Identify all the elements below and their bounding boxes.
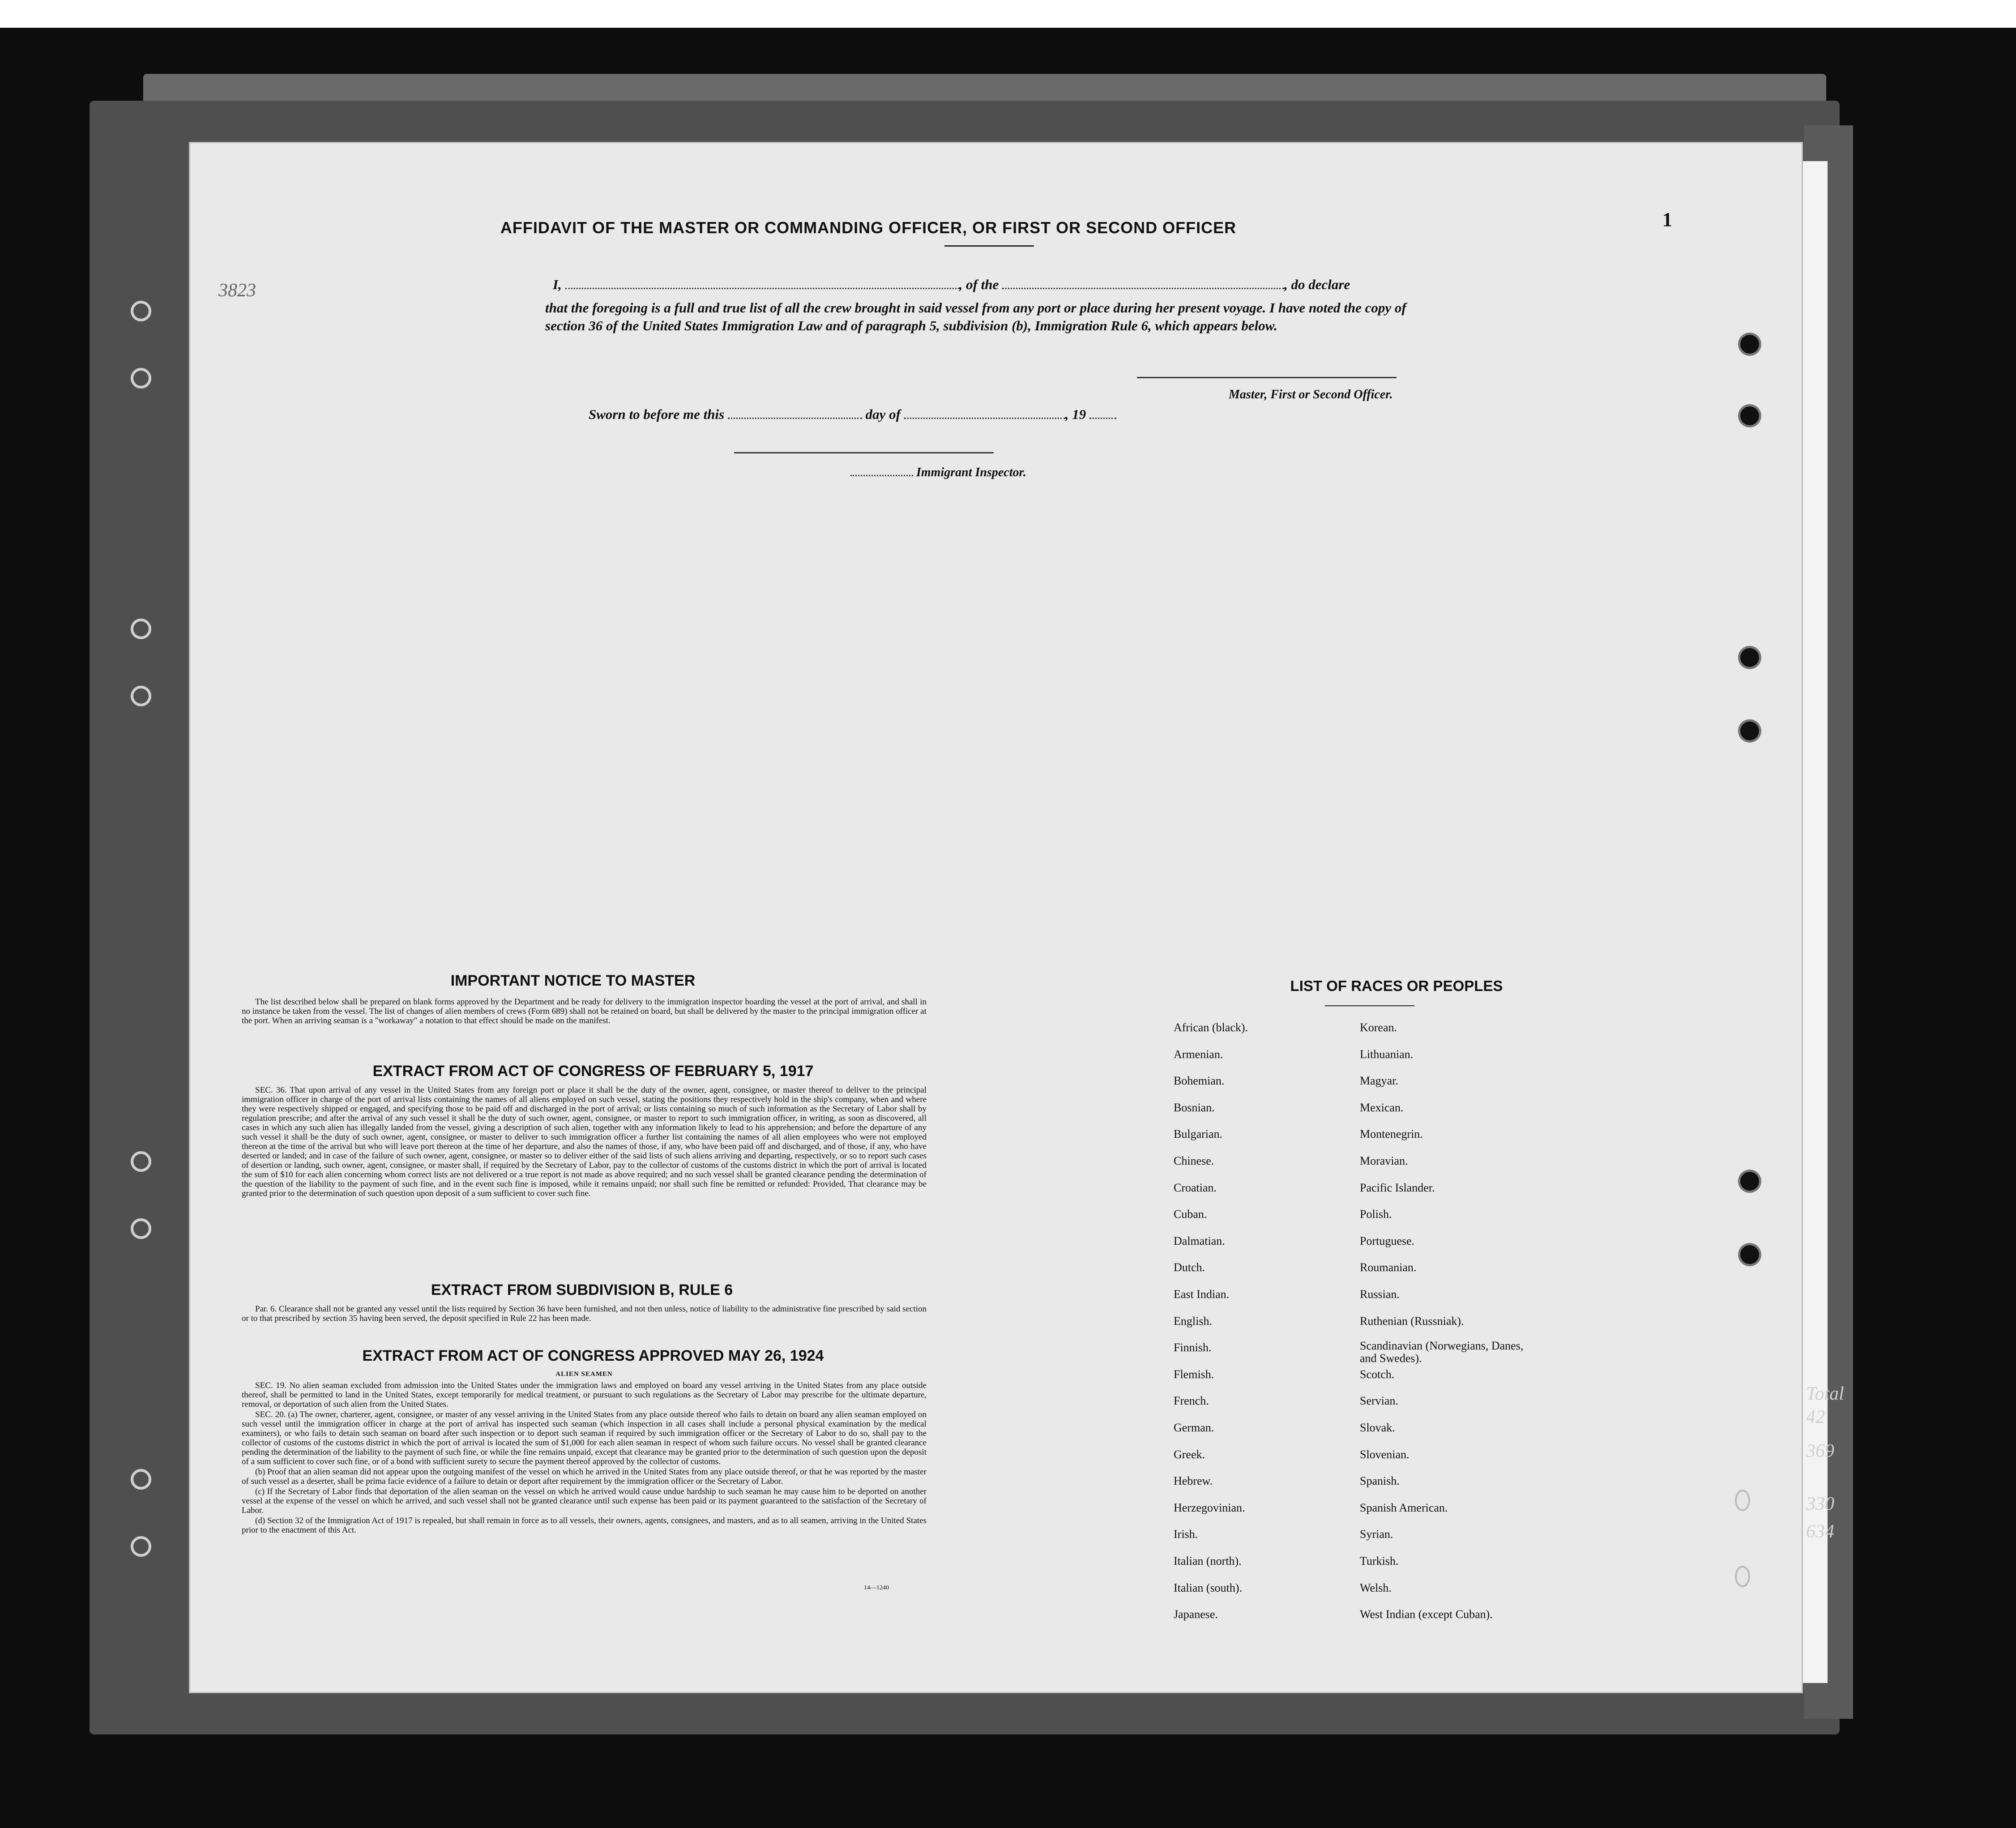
sec20d-paragraph: (d) Section 32 of the Immigration Act of 1917 is repealed, but shall remain in force as to all vessels, their owners, agents, consignees, and masters, and as to all seamen, arriving in the United States prior to the enactment of this Act.	[242, 1516, 927, 1535]
race-item: Finnish.	[1174, 1341, 1212, 1354]
binder-ring-icon	[131, 301, 151, 321]
race-item: Chinese.	[1174, 1154, 1214, 1167]
race-item: Montenegrin.	[1360, 1128, 1423, 1141]
extract-1917-body	[242, 1085, 927, 1199]
race-item: Dutch.	[1174, 1261, 1205, 1274]
races-title-rule	[1325, 1005, 1414, 1006]
race-item: French.	[1174, 1394, 1209, 1408]
extract-1917-title: EXTRACT FROM ACT OF CONGRESS OF FEBRUARY 5, 1917	[372, 1063, 814, 1080]
declaration-line	[553, 277, 1350, 293]
extract-rule6-body	[242, 1304, 927, 1324]
race-item: Scotch.	[1360, 1367, 1395, 1381]
race-item: Italian (south).	[1174, 1581, 1243, 1594]
races-title: LIST OF RACES OR PEOPLES	[1290, 978, 1503, 994]
extract-1924-title: EXTRACT FROM ACT OF CONGRESS APPROVED MAY 26, 1924	[362, 1347, 824, 1364]
race-item: Welsh.	[1360, 1581, 1392, 1594]
race-item: Bosnian.	[1174, 1101, 1215, 1114]
punch-hole-icon	[1735, 1566, 1750, 1587]
race-item: Lithuanian.	[1360, 1047, 1414, 1061]
race-item: Turkish.	[1360, 1555, 1399, 1567]
margin-note: 634	[1806, 1521, 1834, 1542]
race-item: Ruthenian (Russniak).	[1360, 1314, 1464, 1328]
sec19-paragraph: SEC. 19. No alien seaman excluded from admission into the United States under the immigration laws and employed on board any vessel arriving in the United States from any place outside thereof, shall be permitted to land in the United States, except temporarily for medical treatment, or pursuant to such regulations as the Secretary of Labor may prescribe for the ultimate departure, removal, or deportation of such alien from the United States.	[242, 1381, 927, 1409]
extract-1924-body	[242, 1368, 927, 1536]
declaration-of-label: , of the	[959, 277, 999, 292]
race-item: Roumanian.	[1360, 1261, 1417, 1274]
binder-ring-icon	[131, 686, 151, 706]
page-number: 1	[1662, 209, 1672, 231]
punch-hole-icon	[1740, 1172, 1759, 1191]
race-item: Armenian.	[1174, 1047, 1223, 1061]
race-item: African (black).	[1174, 1021, 1248, 1034]
race-item: Scandinavian (Norwegians, Danes, and Swedes).	[1360, 1339, 1524, 1365]
race-item: Flemish.	[1174, 1367, 1214, 1381]
master-signature-label: Master, First or Second Officer.	[1229, 388, 1393, 401]
declaration-i-label: I,	[553, 277, 562, 292]
race-item: Russian.	[1360, 1288, 1400, 1301]
punch-hole-icon	[1735, 1490, 1750, 1511]
margin-stamp-number: 3823	[218, 280, 256, 301]
race-item: Hebrew.	[1174, 1474, 1213, 1488]
top-white-strip	[0, 0, 2016, 28]
binder-ring-icon	[131, 1536, 151, 1557]
race-item: Spanish.	[1360, 1474, 1400, 1488]
race-item: Polish.	[1360, 1208, 1392, 1221]
race-item: Slovak.	[1360, 1421, 1395, 1434]
sec36-paragraph: SEC. 36. That upon arrival of any vessel in the United States from any foreign port or place it shall be the duty of the owner, agent, consignee, or master thereof to deliver to the principal immigration officer in charge of the port of arrival lists containing the names of all aliens employed on such vessel, stating the positions they respectively hold in the ship's company, when and where they were respectively shipped or engaged, and specifying those to be paid off and discharged in the port of arrival; or lists containing so much of such information as the Secretary of Labor shall by regulation prescribe; and after the arrival of any such vessel it shall be the duty of such owner, agent, consignee, or master to report to such immigration officer, in writing, as soon as discovered, all cases in which any such alien has illegally landed from the vessel, giving a description of such alien, together with any information likely to lead to his apprehension; and before the departure of any such vessel it shall be the duty of such owner, agent, consignee, or master to deliver to such immigration officer a further list containing the names of all alien employees who were not employed thereon at the time of the arrival but who will leave port thereon at the time of her departure, and also the names of those, if any, who have been paid off and discharged, and of those, if any, who have deserted or landed; and in case of the failure of such owner, agent, consignee, or master so to deliver either of the said lists of such aliens arriving and departing, respectively, or so to report such cases of desertion or landing, such owner, agent, consignee, or master shall, if required by the Secretary of Labor, pay to the collector of customs of the customs district in which the port of arrival is located the sum of $10 for each alien concerning whom correct lists are not delivered or a true report is not made as above required; and no such vessel shall be granted clearance pending the determination of the question of the liability to the payment of such fine, and in the event such fine is imposed, while it remains unpaid; nor shall such fine be remitted or refunded: Provided, That clearance may be granted prior to the determination of such question upon deposit of a sum sufficient to cover such fine.	[242, 1085, 927, 1198]
sec20a-paragraph: SEC. 20. (a) The owner, charterer, agent, consignee, or master of any vessel arriving in the United States from any place outside thereof who fails to detain on board any alien seaman employed on such vessel until the immigration officer in charge at the port of arrival has inspected such seaman (which inspection in all cases shall include a personal physical examination by the medical examiners), or who fails to detain such seaman on board after such inspection or to deport such seaman if required by such immigration officer or the Secretary of Labor to do so, shall pay to the collector of customs of the customs district in which the port of arrival is located the sum of $1,000 for each alien seaman in respect of whom such failure occurs. No vessel shall be granted clearance pending the determination of the liability to the payment of such fine, or while the fine remains unpaid, except that clearance may be granted prior to the determination of such question upon the deposit of a sum sufficient to cover such fine, or of a bond with sufficient surety to secure the payment thereof approved by the collector of customs.	[242, 1410, 927, 1466]
sworn-day-blank[interactable]	[728, 407, 862, 419]
race-item: East Indian.	[1174, 1288, 1230, 1301]
race-item: Korean.	[1360, 1021, 1397, 1034]
margin-note: 330	[1806, 1494, 1834, 1514]
extract-rule6-title: EXTRACT FROM SUBDIVISION B, RULE 6	[431, 1281, 733, 1298]
race-item: Magyar.	[1360, 1074, 1398, 1088]
declaration-declare-label: , do declare	[1284, 277, 1350, 292]
affidavit-title: AFFIDAVIT OF THE MASTER OR COMMANDING OFFICER, OR FIRST OR SECOND OFFICER	[500, 218, 1237, 237]
sec20b-paragraph: (b) Proof that an alien seaman did not appear upon the outgoing manifest of the vessel on which he arrived in the United States from any place outside thereof, or that he was reported by the master of such vessel as a deserter, shall be prima facie evidence of a failure to detain or deport after requirement by the immigration officer or the Secretary of Labor.	[242, 1467, 927, 1486]
race-item: Greek.	[1174, 1448, 1205, 1461]
notice-paragraph: The list described below shall be prepared on blank forms approved by the Department and be ready for delivery to the immigration inspector boarding the vessel at the port of arrival, and shall in no instance be taken from the vessel. The list of changes of alien members of crews (Form 689) shall not be retained on board, but shall be delivered by the master to the principal immigration officer at the port. When an arriving seaman is a "workaway" a notation to that effect should be made on the manifest.	[242, 997, 927, 1025]
race-item: Herzegovinian.	[1174, 1501, 1245, 1514]
race-item: Croatian.	[1174, 1181, 1217, 1194]
race-item: Mexican.	[1360, 1101, 1404, 1114]
binder-ring-icon	[131, 1151, 151, 1172]
master-signature-line[interactable]	[1137, 377, 1397, 378]
alien-seamen-subtitle: ALIEN SEAMEN	[555, 1371, 613, 1378]
sworn-label: Sworn to before me this	[589, 406, 725, 422]
binder-ring-icon	[131, 619, 151, 639]
punch-hole-icon	[1740, 1245, 1759, 1264]
race-item: Bohemian.	[1174, 1074, 1225, 1088]
race-item: German.	[1174, 1421, 1214, 1434]
race-item: Servian.	[1360, 1394, 1398, 1408]
punch-hole-icon	[1740, 406, 1759, 425]
race-item: Japanese.	[1174, 1608, 1218, 1621]
margin-note: 369	[1806, 1441, 1834, 1461]
year-label: , 19	[1065, 406, 1086, 422]
affidavit-title-rule	[944, 245, 1034, 247]
race-item: Dalmatian.	[1174, 1234, 1225, 1247]
sworn-month-blank[interactable]	[904, 407, 1065, 419]
race-item: Bulgarian.	[1174, 1128, 1223, 1141]
declaration-paragraph: that the foregoing is a full and true list of all the crew brought in said vessel from any port or place during her present voyage. I have noted the copy of section 36 of the United States Immigration Law and of paragraph 5, subdivision (b), Immigration Rule 6, which appears below.	[545, 300, 1406, 333]
notice-body	[242, 997, 927, 1026]
name-blank[interactable]	[565, 277, 959, 289]
notice-title: IMPORTANT NOTICE TO MASTER	[450, 972, 696, 989]
day-of-label: day of	[865, 406, 901, 422]
par6-paragraph: Par. 6. Clearance shall not be granted any vessel until the lists required by Section 36 have been furnished, and not then unless, notice of liability to the administrative fine prescribed by said section or to that prescribed by section 35 having been served, the deposit specified in Rule 22 has been made.	[242, 1304, 927, 1323]
punch-hole-icon	[1740, 722, 1759, 740]
race-item: Pacific Islander.	[1360, 1181, 1435, 1194]
binder-ring-icon	[131, 1218, 151, 1239]
margin-note: Total	[1806, 1384, 1844, 1404]
punch-hole-icon	[1740, 335, 1759, 354]
punch-hole-icon	[1740, 648, 1759, 667]
margin-note: 42	[1806, 1407, 1825, 1427]
binder-ring-icon	[131, 1469, 151, 1490]
race-item: West Indian (except Cuban).	[1360, 1608, 1493, 1621]
inspector-blank	[850, 467, 913, 476]
race-item: Italian (north).	[1174, 1555, 1242, 1567]
race-item: Moravian.	[1360, 1154, 1408, 1167]
race-item: Cuban.	[1174, 1208, 1207, 1221]
form-code: 14—1240	[864, 1585, 889, 1591]
sec20c-paragraph: (c) If the Secretary of Labor finds that deportation of the alien seaman on the vessel on which he arrived would cause undue hardship to such seaman he may cause him to be deported on another vessel at the expense of the vessel on which he arrived, and such vessel shall not be granted clearance until such expense has been paid or its payment guaranteed to the satisfaction of the Secretary of Labor.	[242, 1487, 927, 1515]
race-item: Syrian.	[1360, 1528, 1393, 1541]
inspector-label-text: Immigrant Inspector.	[916, 466, 1026, 479]
race-item: Spanish American.	[1360, 1501, 1448, 1514]
inspector-signature-line[interactable]	[734, 452, 994, 453]
race-item: Portuguese.	[1360, 1234, 1415, 1247]
race-item: English.	[1174, 1314, 1212, 1328]
sworn-year-blank[interactable]	[1089, 407, 1116, 419]
vessel-blank[interactable]	[1002, 277, 1284, 289]
race-item: Irish.	[1174, 1528, 1198, 1541]
sworn-line	[589, 406, 1116, 423]
binder-ring-icon	[131, 368, 151, 389]
inspector-signature-label	[850, 466, 1026, 480]
race-item: Slovenian.	[1360, 1448, 1409, 1461]
